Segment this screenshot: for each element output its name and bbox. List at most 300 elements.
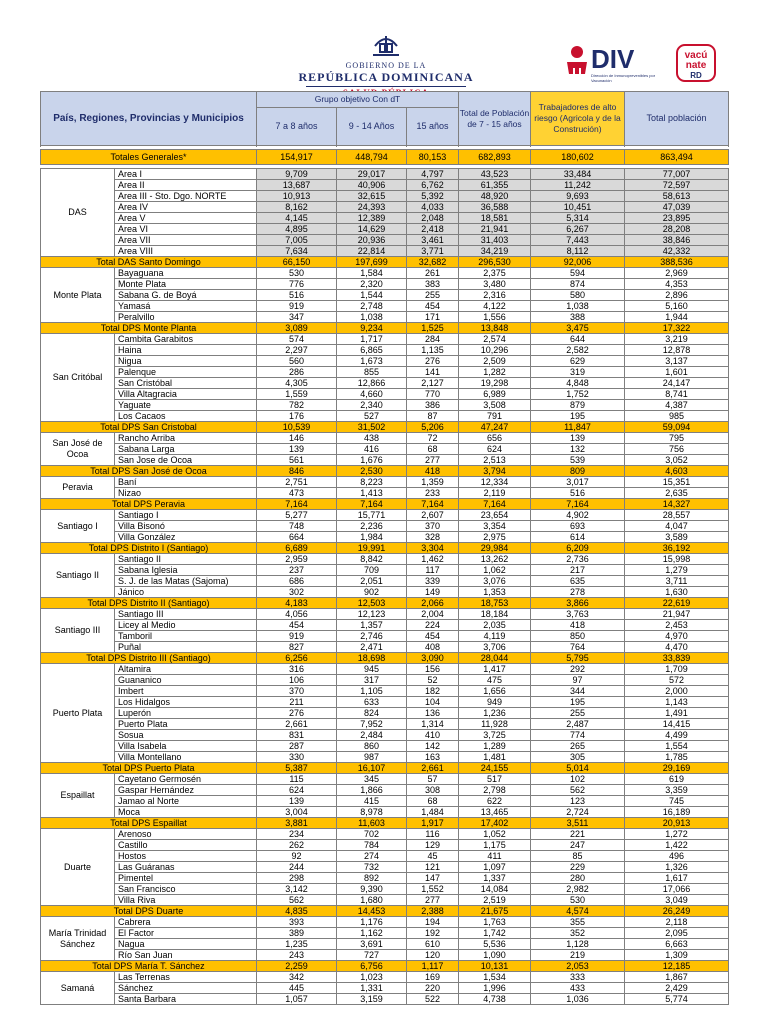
value-cell: 1,866 <box>337 785 407 796</box>
value-cell: 527 <box>337 411 407 422</box>
div-logo-subtitle: Dirección de Inmunoprevenibles por Vacunación <box>591 73 656 83</box>
municipality-cell: Monte Plata <box>115 279 257 290</box>
table-row <box>41 609 729 620</box>
value-cell: 243 <box>257 950 337 961</box>
table-row <box>41 939 729 950</box>
value-cell: 115 <box>257 774 337 785</box>
value-cell: 339 <box>407 576 459 587</box>
value-cell: 633 <box>337 697 407 708</box>
table-row <box>41 972 729 983</box>
value-cell: 2,607 <box>407 510 459 521</box>
value-cell: 1,038 <box>337 312 407 323</box>
value-cell: 12,389 <box>337 213 407 224</box>
value-cell: 2,095 <box>625 928 729 939</box>
total-value: 3,089 <box>257 323 337 334</box>
value-cell: 1,143 <box>625 697 729 708</box>
value-cell: 1,680 <box>337 895 407 906</box>
value-cell: 163 <box>407 752 459 763</box>
value-cell: 292 <box>531 664 625 675</box>
table-row <box>41 983 729 994</box>
total-value: 846 <box>257 466 337 477</box>
value-cell: 574 <box>257 334 337 345</box>
total-value: 66,150 <box>257 257 337 268</box>
municipality-cell: Puñal <box>115 642 257 653</box>
value-cell: 132 <box>531 444 625 455</box>
value-cell: 344 <box>531 686 625 697</box>
value-cell: 664 <box>257 532 337 543</box>
value-cell: 850 <box>531 631 625 642</box>
value-cell: 410 <box>407 730 459 741</box>
value-cell: 3,691 <box>337 939 407 950</box>
value-cell: 855 <box>337 367 407 378</box>
province-total-row <box>41 653 729 664</box>
value-cell: 2,519 <box>459 895 531 906</box>
total-value: 28,044 <box>459 653 531 664</box>
value-cell: 123 <box>531 796 625 807</box>
total-value: 18,698 <box>337 653 407 664</box>
value-cell: 284 <box>407 334 459 345</box>
value-cell: 2,487 <box>531 719 625 730</box>
value-cell: 3,461 <box>407 235 459 246</box>
value-cell: 176 <box>257 411 337 422</box>
municipality-cell: Guananico <box>115 675 257 686</box>
province-total-row <box>41 422 729 433</box>
value-cell: 1,289 <box>459 741 531 752</box>
value-cell: 3,052 <box>625 455 729 466</box>
value-cell: 18,581 <box>459 213 531 224</box>
value-cell: 389 <box>257 928 337 939</box>
vacunate-logo <box>676 44 716 82</box>
value-cell: 224 <box>407 620 459 631</box>
total-value: 4,183 <box>257 598 337 609</box>
table-row <box>41 697 729 708</box>
value-cell: 756 <box>625 444 729 455</box>
grand-total-value: 448,794 <box>337 150 407 165</box>
page-header <box>0 0 768 92</box>
value-cell: 987 <box>337 752 407 763</box>
value-cell: 1,357 <box>337 620 407 631</box>
value-cell: 87 <box>407 411 459 422</box>
value-cell: 308 <box>407 785 459 796</box>
value-cell: 4,056 <box>257 609 337 620</box>
total-value: 92,006 <box>531 257 625 268</box>
value-cell: 3,049 <box>625 895 729 906</box>
municipality-cell: Sabana Larga <box>115 444 257 455</box>
value-cell: 2,661 <box>257 719 337 730</box>
value-cell: 274 <box>337 851 407 862</box>
value-cell: 2,004 <box>407 609 459 620</box>
municipality-cell: Río San Juan <box>115 950 257 961</box>
value-cell: 24,393 <box>337 202 407 213</box>
value-cell: 388 <box>531 312 625 323</box>
value-cell: 7,443 <box>531 235 625 246</box>
value-cell: 219 <box>531 950 625 961</box>
value-cell: 1,023 <box>337 972 407 983</box>
total-value: 5,206 <box>407 422 459 433</box>
value-cell: 824 <box>337 708 407 719</box>
value-cell: 68 <box>407 444 459 455</box>
value-cell: 233 <box>407 488 459 499</box>
value-cell: 6,865 <box>337 345 407 356</box>
municipality-cell: Santiago I <box>115 510 257 521</box>
value-cell: 276 <box>407 356 459 367</box>
province-cell: María Trinidad Sánchez <box>41 917 115 961</box>
value-cell: 4,660 <box>337 389 407 400</box>
value-cell: 261 <box>407 268 459 279</box>
table-row <box>41 191 729 202</box>
value-cell: 1,279 <box>625 565 729 576</box>
total-value: 24,155 <box>459 763 531 774</box>
value-cell: 4,387 <box>625 400 729 411</box>
table-row <box>41 224 729 235</box>
table-row <box>41 994 729 1005</box>
value-cell: 28,557 <box>625 510 729 521</box>
value-cell: 560 <box>257 356 337 367</box>
value-cell: 2,340 <box>337 400 407 411</box>
value-cell: 58,613 <box>625 191 729 202</box>
total-value: 3,511 <box>531 818 625 829</box>
total-value: 13,848 <box>459 323 531 334</box>
header-9-14: 9 - 14 Años <box>337 108 407 146</box>
table-row <box>41 719 729 730</box>
value-cell: 2,051 <box>337 576 407 587</box>
value-cell: 2,574 <box>459 334 531 345</box>
value-cell: 17,066 <box>625 884 729 895</box>
total-label: Total DPS San José de Ocoa <box>41 466 257 477</box>
grand-total-value: 682,893 <box>459 150 531 165</box>
municipality-cell: Area VII <box>115 235 257 246</box>
value-cell: 47,039 <box>625 202 729 213</box>
table-row <box>41 675 729 686</box>
value-cell: 278 <box>531 587 625 598</box>
value-cell: 15,771 <box>337 510 407 521</box>
value-cell: 2,453 <box>625 620 729 631</box>
value-cell: 370 <box>257 686 337 697</box>
value-cell: 1,105 <box>337 686 407 697</box>
value-cell: 141 <box>407 367 459 378</box>
grand-total-value: 80,153 <box>407 150 459 165</box>
province-cell: Santiago I <box>41 510 115 543</box>
value-cell: 594 <box>531 268 625 279</box>
municipality-cell: Santiago II <box>115 554 257 565</box>
value-cell: 3,711 <box>625 576 729 587</box>
value-cell: 438 <box>337 433 407 444</box>
value-cell: 2,429 <box>625 983 729 994</box>
value-cell: 1,630 <box>625 587 729 598</box>
value-cell: 298 <box>257 873 337 884</box>
value-cell: 4,353 <box>625 279 729 290</box>
value-cell: 1,984 <box>337 532 407 543</box>
table-row <box>41 334 729 345</box>
value-cell: 1,656 <box>459 686 531 697</box>
municipality-cell: Rancho Arriba <box>115 433 257 444</box>
header-total-7-15: Total de Población de 7 - 15 años <box>459 92 531 146</box>
value-cell: 22,814 <box>337 246 407 257</box>
municipality-cell: Licey al Medio <box>115 620 257 631</box>
total-value: 29,169 <box>625 763 729 774</box>
total-value: 17,402 <box>459 818 531 829</box>
table-row <box>41 433 729 444</box>
value-cell: 1,353 <box>459 587 531 598</box>
municipality-cell: Altamira <box>115 664 257 675</box>
value-cell: 1,417 <box>459 664 531 675</box>
province-cell: Santiago III <box>41 609 115 653</box>
value-cell: 21,941 <box>459 224 531 235</box>
value-cell: 2,751 <box>257 477 337 488</box>
value-cell: 5,160 <box>625 301 729 312</box>
table-row <box>41 279 729 290</box>
total-value: 19,991 <box>337 543 407 554</box>
value-cell: 2,418 <box>407 224 459 235</box>
value-cell: 139 <box>531 433 625 444</box>
total-value: 36,192 <box>625 543 729 554</box>
value-cell: 1,742 <box>459 928 531 939</box>
province-cell: Puerto Plata <box>41 664 115 763</box>
value-cell: 562 <box>531 785 625 796</box>
value-cell: 38,846 <box>625 235 729 246</box>
value-cell: 1,556 <box>459 312 531 323</box>
value-cell: 4,470 <box>625 642 729 653</box>
total-value: 7,164 <box>531 499 625 510</box>
value-cell: 32,615 <box>337 191 407 202</box>
province-total-row <box>41 466 729 477</box>
value-cell: 21,947 <box>625 609 729 620</box>
total-value: 6,256 <box>257 653 337 664</box>
municipality-cell: Yamasá <box>115 301 257 312</box>
total-label: Total DPS María T. Sánchez <box>41 961 257 972</box>
value-cell: 139 <box>257 444 337 455</box>
value-cell: 277 <box>407 455 459 466</box>
header-rule <box>306 86 466 87</box>
value-cell: 1,162 <box>337 928 407 939</box>
value-cell: 445 <box>257 983 337 994</box>
total-value: 3,794 <box>459 466 531 477</box>
municipality-cell: Las Terrenas <box>115 972 257 983</box>
municipality-cell: Sabana Iglesia <box>115 565 257 576</box>
total-value: 22,619 <box>625 598 729 609</box>
value-cell: 117 <box>407 565 459 576</box>
municipality-cell: Villa Bisonó <box>115 521 257 532</box>
value-cell: 745 <box>625 796 729 807</box>
header-total-pop: Total población <box>625 92 729 146</box>
value-cell: 614 <box>531 532 625 543</box>
value-cell: 3,771 <box>407 246 459 257</box>
value-cell: 2,635 <box>625 488 729 499</box>
value-cell: 3,763 <box>531 609 625 620</box>
municipality-cell: Area II <box>115 180 257 191</box>
value-cell: 5,774 <box>625 994 729 1005</box>
table-row <box>41 400 729 411</box>
value-cell: 4,122 <box>459 301 531 312</box>
value-cell: 36,588 <box>459 202 531 213</box>
value-cell: 2,048 <box>407 213 459 224</box>
value-cell: 383 <box>407 279 459 290</box>
total-value: 10,539 <box>257 422 337 433</box>
total-label: Total DPS Distrito I (Santiago) <box>41 543 257 554</box>
value-cell: 416 <box>337 444 407 455</box>
value-cell: 2,000 <box>625 686 729 697</box>
value-cell: 221 <box>531 829 625 840</box>
total-value: 809 <box>531 466 625 477</box>
total-value: 5,387 <box>257 763 337 774</box>
value-cell: 255 <box>407 290 459 301</box>
value-cell: 305 <box>531 752 625 763</box>
total-value: 6,209 <box>531 543 625 554</box>
value-cell: 3,017 <box>531 477 625 488</box>
value-cell: 5,536 <box>459 939 531 950</box>
total-value: 3,866 <box>531 598 625 609</box>
value-cell: 1,673 <box>337 356 407 367</box>
total-value: 2,066 <box>407 598 459 609</box>
syringe-person-icon <box>565 44 589 82</box>
value-cell: 276 <box>257 708 337 719</box>
value-cell: 280 <box>531 873 625 884</box>
municipality-cell: Area IV <box>115 202 257 213</box>
value-cell: 45 <box>407 851 459 862</box>
value-cell: 146 <box>257 433 337 444</box>
value-cell: 31,403 <box>459 235 531 246</box>
value-cell: 1,717 <box>337 334 407 345</box>
value-cell: 945 <box>337 664 407 675</box>
total-value: 17,322 <box>625 323 729 334</box>
value-cell: 4,047 <box>625 521 729 532</box>
value-cell: 12,866 <box>337 378 407 389</box>
municipality-cell: Baní <box>115 477 257 488</box>
value-cell: 5,277 <box>257 510 337 521</box>
value-cell: 748 <box>257 521 337 532</box>
table-row <box>41 213 729 224</box>
total-value: 2,661 <box>407 763 459 774</box>
total-label: Total DPS Monte Planta <box>41 323 257 334</box>
value-cell: 418 <box>531 620 625 631</box>
value-cell: 892 <box>337 873 407 884</box>
value-cell: 473 <box>257 488 337 499</box>
municipality-cell: Sosua <box>115 730 257 741</box>
table-row <box>41 576 729 587</box>
value-cell: 4,895 <box>257 224 337 235</box>
value-cell: 516 <box>531 488 625 499</box>
municipality-cell: Peralvillo <box>115 312 257 323</box>
value-cell: 496 <box>625 851 729 862</box>
total-value: 9,234 <box>337 323 407 334</box>
total-value: 7,164 <box>459 499 531 510</box>
total-value: 3,304 <box>407 543 459 554</box>
value-cell: 2,724 <box>531 807 625 818</box>
value-cell: 57 <box>407 774 459 785</box>
value-cell: 433 <box>531 983 625 994</box>
value-cell: 43,523 <box>459 169 531 180</box>
total-value: 2,530 <box>337 466 407 477</box>
table-row <box>41 554 729 565</box>
value-cell: 23,654 <box>459 510 531 521</box>
municipality-cell: El Factor <box>115 928 257 939</box>
value-cell: 169 <box>407 972 459 983</box>
municipality-cell: Arenoso <box>115 829 257 840</box>
value-cell: 1,462 <box>407 554 459 565</box>
value-cell: 1,036 <box>531 994 625 1005</box>
table-row <box>41 807 729 818</box>
value-cell: 1,052 <box>459 829 531 840</box>
value-cell: 5,314 <box>531 213 625 224</box>
value-cell: 4,970 <box>625 631 729 642</box>
value-cell: 229 <box>531 862 625 873</box>
total-label: Total DPS Duarte <box>41 906 257 917</box>
value-cell: 255 <box>531 708 625 719</box>
table-row <box>41 389 729 400</box>
total-value: 197,699 <box>337 257 407 268</box>
value-cell: 2,509 <box>459 356 531 367</box>
value-cell: 393 <box>257 917 337 928</box>
value-cell: 2,736 <box>531 554 625 565</box>
value-cell: 3,354 <box>459 521 531 532</box>
value-cell: 7,005 <box>257 235 337 246</box>
table-row <box>41 752 729 763</box>
municipality-cell: Los Hidalgos <box>115 697 257 708</box>
value-cell: 902 <box>337 587 407 598</box>
coat-of-arms-icon <box>369 30 403 60</box>
total-value: 16,107 <box>337 763 407 774</box>
value-cell: 12,878 <box>625 345 729 356</box>
value-cell: 919 <box>257 631 337 642</box>
value-cell: 709 <box>337 565 407 576</box>
municipality-cell: Pimentel <box>115 873 257 884</box>
total-value: 10,131 <box>459 961 531 972</box>
value-cell: 355 <box>531 917 625 928</box>
vac-line-3: RD <box>690 71 702 80</box>
table-row <box>41 708 729 719</box>
province-total-row <box>41 499 729 510</box>
value-cell: 1,867 <box>625 972 729 983</box>
total-value: 6,689 <box>257 543 337 554</box>
value-cell: 622 <box>459 796 531 807</box>
table-row <box>41 488 729 499</box>
value-cell: 2,982 <box>531 884 625 895</box>
municipality-cell: Area VIII <box>115 246 257 257</box>
value-cell: 4,145 <box>257 213 337 224</box>
total-label: Total DPS Distrito II (Santiago) <box>41 598 257 609</box>
value-cell: 1,062 <box>459 565 531 576</box>
value-cell: 475 <box>459 675 531 686</box>
municipality-cell: Villa Riva <box>115 895 257 906</box>
total-value: 18,753 <box>459 598 531 609</box>
header-7-8: 7 a 8 años <box>257 108 337 146</box>
value-cell: 352 <box>531 928 625 939</box>
total-value: 4,574 <box>531 906 625 917</box>
total-value: 14,327 <box>625 499 729 510</box>
total-value: 5,795 <box>531 653 625 664</box>
value-cell: 1,752 <box>531 389 625 400</box>
municipality-cell: Haina <box>115 345 257 356</box>
municipality-cell: Luperón <box>115 708 257 719</box>
value-cell: 72 <box>407 433 459 444</box>
value-cell: 277 <box>407 895 459 906</box>
value-cell: 319 <box>531 367 625 378</box>
table-row <box>41 268 729 279</box>
total-value: 11,847 <box>531 422 625 433</box>
table-body <box>41 146 729 1005</box>
municipality-cell: Jamao al Norte <box>115 796 257 807</box>
value-cell: 1,326 <box>625 862 729 873</box>
total-value: 3,090 <box>407 653 459 664</box>
value-cell: 2,236 <box>337 521 407 532</box>
value-cell: 4,305 <box>257 378 337 389</box>
value-cell: 2,748 <box>337 301 407 312</box>
table-row <box>41 620 729 631</box>
value-cell: 237 <box>257 565 337 576</box>
value-cell: 1,709 <box>625 664 729 675</box>
table-row <box>41 532 729 543</box>
total-value: 1,117 <box>407 961 459 972</box>
